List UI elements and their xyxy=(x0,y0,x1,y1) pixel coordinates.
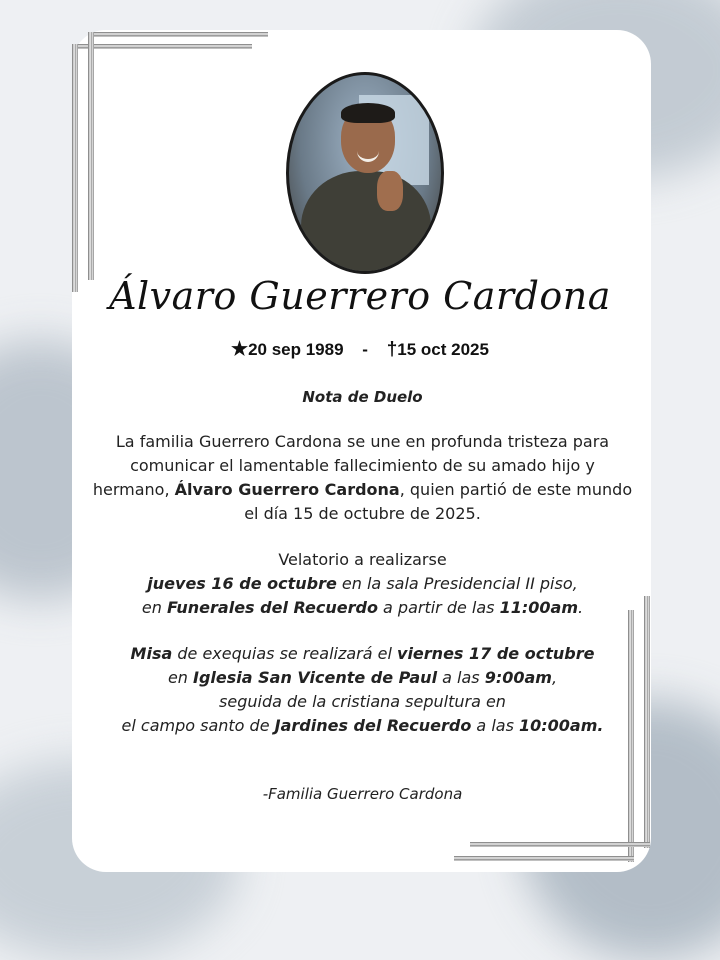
velatorio-line-place: en Funerales del Recuerdo a partir de las 11:00am. xyxy=(141,598,584,617)
birth-date: 20 sep 1989 xyxy=(248,340,344,359)
star-icon: ★ xyxy=(231,339,249,360)
cross-icon: † xyxy=(386,339,398,360)
velatorio-line-day: jueves 16 de octubre en la sala Presidencial II piso, xyxy=(147,574,578,593)
misa-line-4: el campo santo de Jardines del Recuerdo a las 10:00am. xyxy=(121,716,604,735)
velatorio-section xyxy=(90,548,635,620)
misa-line-2: en Iglesia San Vicente de Paul a las 9:00am, xyxy=(167,668,558,687)
announcement-paragraph: La familia Guerrero Cardona se une en profunda tristeza para comunicar el lamentable fallecimiento de su amado hijo y hermano, Álvaro Guerrero Cardona, quien partió de este mundo el día 15 de octubre de 2025. xyxy=(92,432,633,523)
misa-line-3: seguida de la cristiana sepultura en xyxy=(219,692,506,711)
life-dates xyxy=(0,338,720,361)
family-signature: -Familia Guerrero Cardona xyxy=(262,785,463,803)
date-separator: - xyxy=(362,340,368,359)
velatorio-heading: Velatorio a realizarse xyxy=(278,550,447,569)
death-date: 15 oct 2025 xyxy=(397,340,489,359)
misa-section xyxy=(90,642,635,738)
notice-title: Nota de Duelo xyxy=(302,388,423,406)
portrait-photo xyxy=(286,72,444,274)
deceased-name: Álvaro Guerrero Cardona xyxy=(109,274,611,318)
misa-line-1: Misa de exequias se realizará el viernes 17 de octubre xyxy=(130,644,595,663)
